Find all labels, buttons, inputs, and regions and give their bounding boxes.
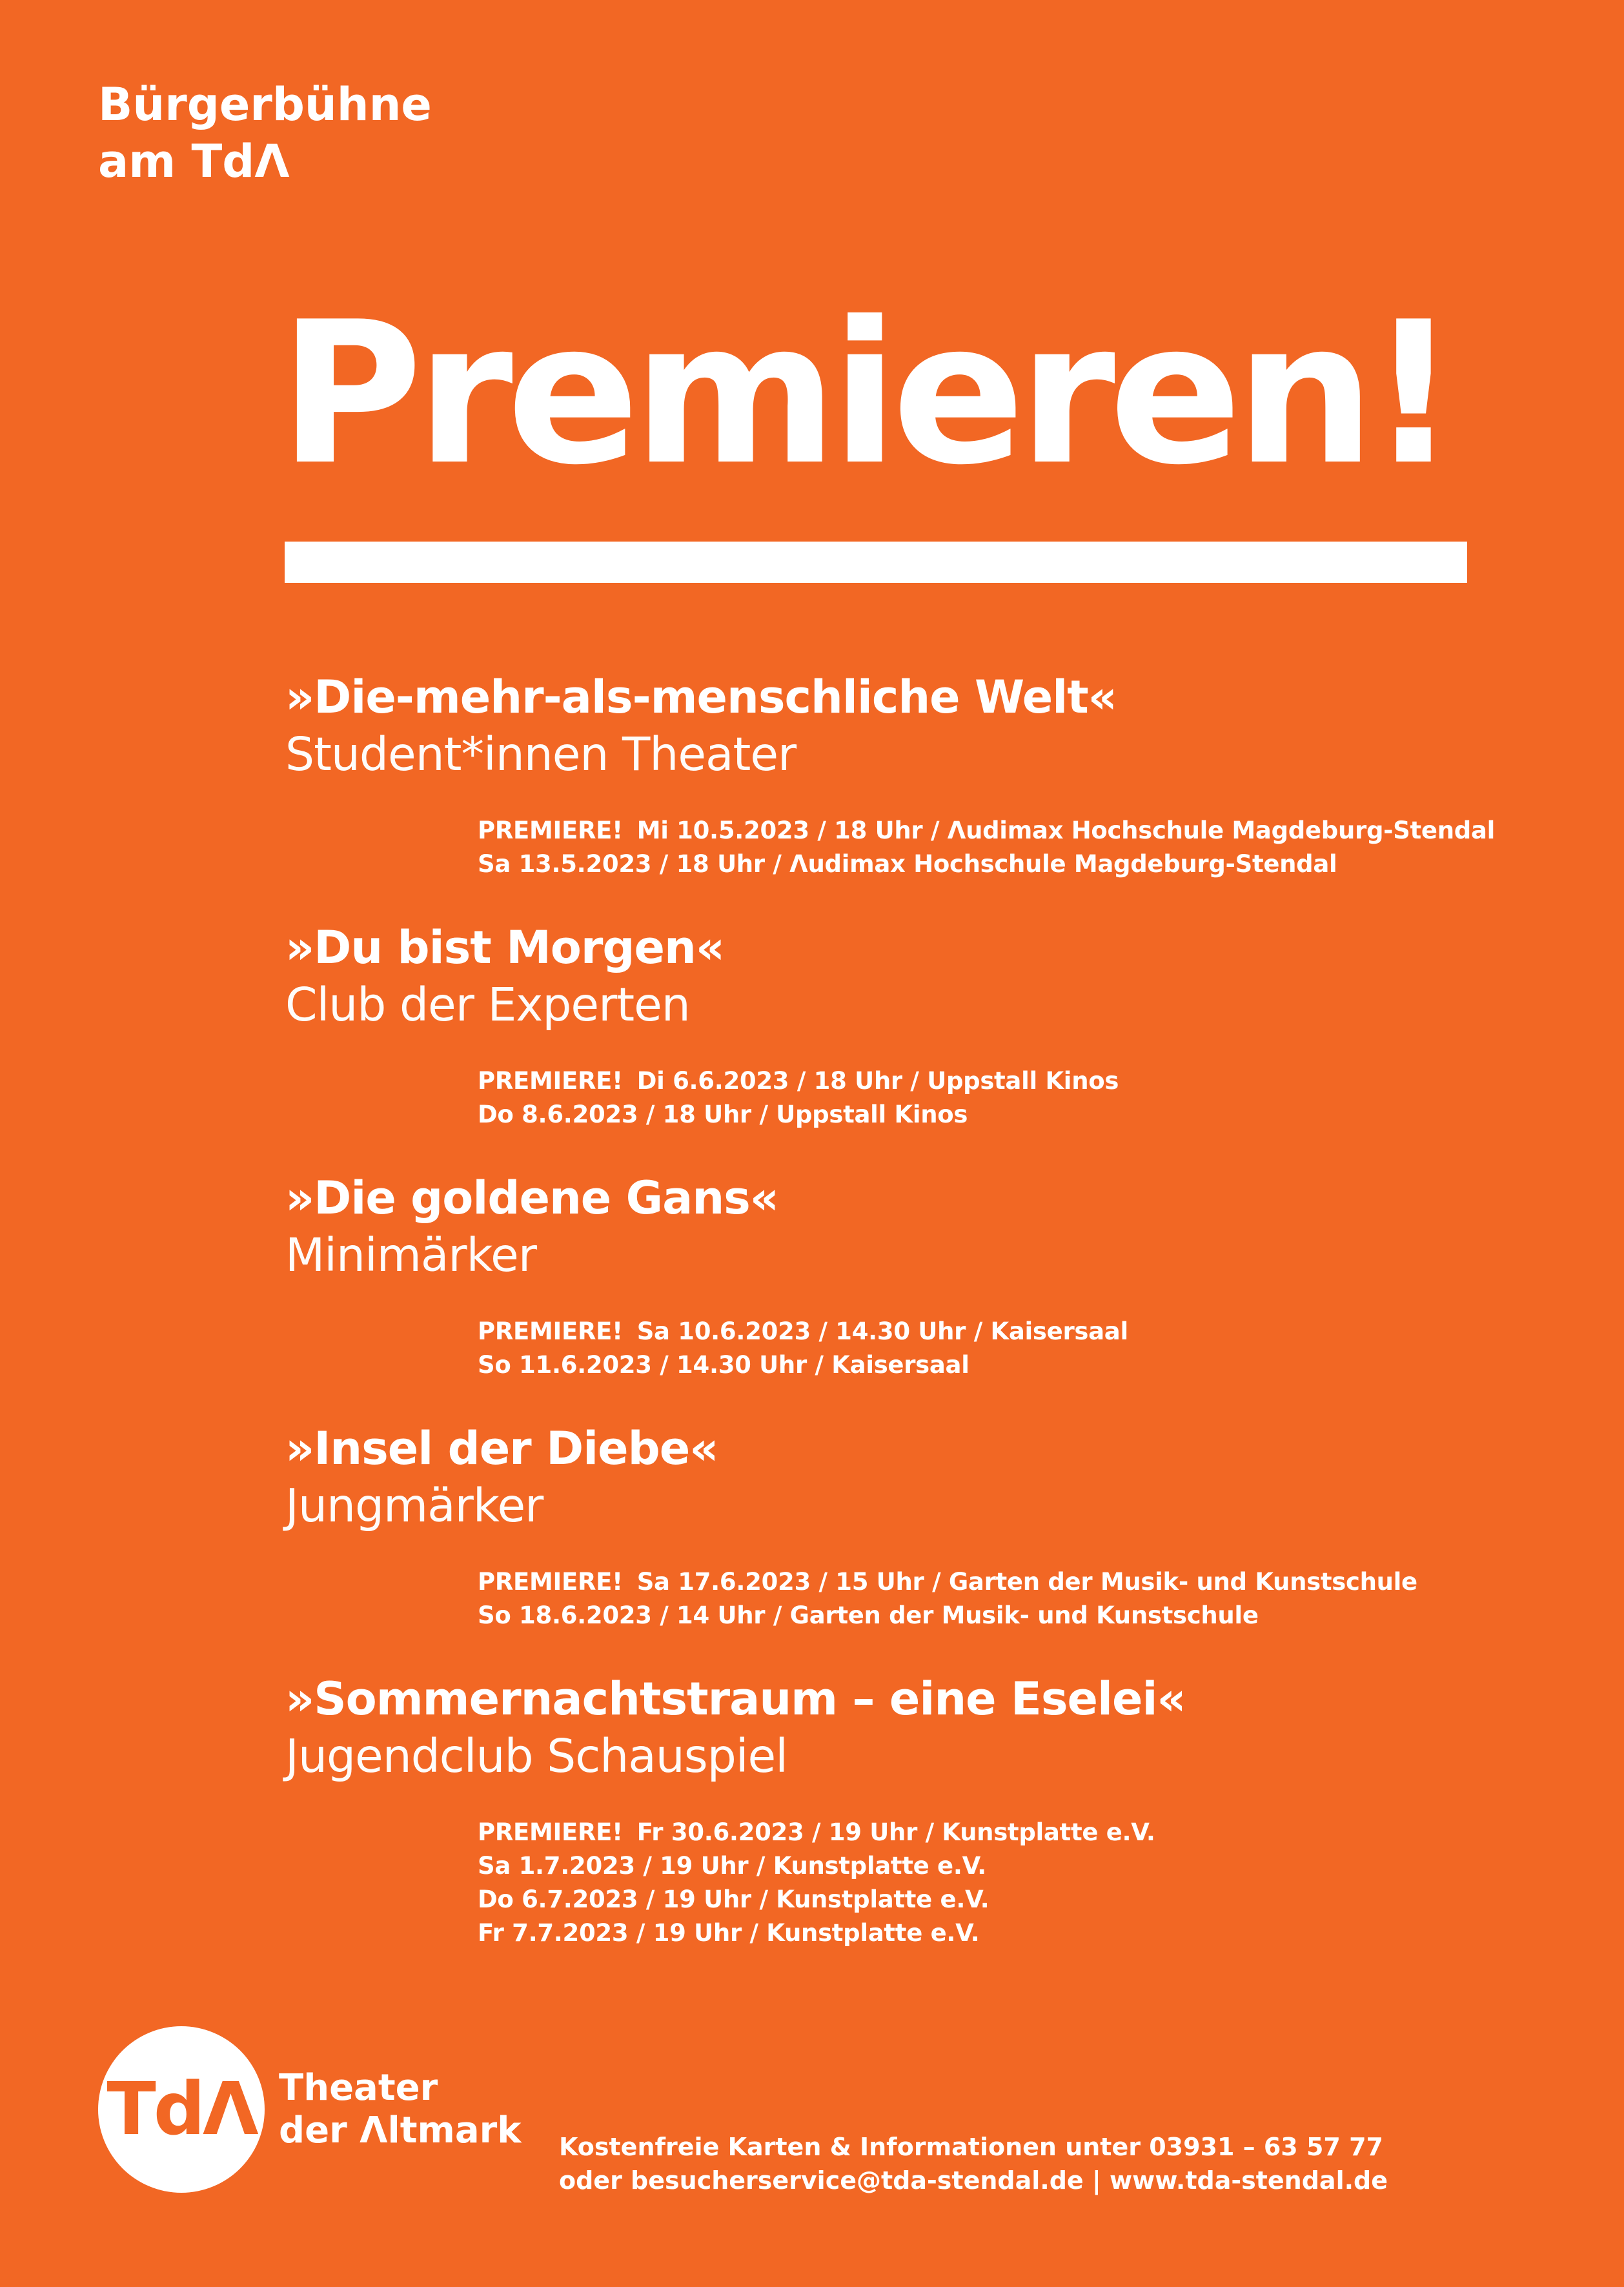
event-title: »Sommernachtstraum – eine Eselei« <box>285 1672 1186 1725</box>
event-title: »Insel der Diebe« <box>285 1422 718 1475</box>
brand-name <box>279 2067 521 2152</box>
premiere-date <box>478 814 1512 848</box>
brand-line-1: Theater <box>279 2067 438 2109</box>
premiere-date-text: Sa 17.6.2023 / 15 Uhr / Garten der Musik- und Kunstschule <box>636 1568 1417 1596</box>
premiere-date-text: Fr 30.6.2023 / 19 Uhr / Kunstplatte e.V. <box>636 1818 1155 1846</box>
premiere-date <box>478 1315 1512 1348</box>
contact-line-1: Kostenfreie Karten & Informationen unter 03931 – 63 57 77 <box>559 2133 1383 2161</box>
premiere-date-text: Mi 10.5.2023 / 18 Uhr / Λudimax Hochschule Magdeburg-Stendal <box>636 817 1495 844</box>
premiere-label: PREMIERE! <box>478 1067 623 1095</box>
brand-line-2: der Λltmark <box>279 2109 522 2151</box>
performance-date: Do 8.6.2023 / 18 Uhr / Uppstall Kinos <box>478 1101 968 1128</box>
event-dates <box>478 1565 1512 1632</box>
event-item <box>285 1670 1512 1947</box>
event-item <box>285 668 1512 919</box>
title-underline <box>285 542 1467 583</box>
event-dates <box>478 1816 1512 1950</box>
performance-date: Do 6.7.2023 / 19 Uhr / Kunstplatte e.V. <box>478 1886 990 1913</box>
performance-date: So 18.6.2023 / 14 Uhr / Garten der Musik- und Kunstschule <box>478 1601 1259 1629</box>
premiere-date <box>478 1565 1512 1599</box>
performance-date: Sa 1.7.2023 / 19 Uhr / Kunstplatte e.V. <box>478 1852 986 1880</box>
logo-text: TdΛ <box>107 2068 256 2151</box>
event-title: »Die goldene Gans« <box>285 1172 779 1225</box>
contact-info <box>559 2130 1388 2197</box>
header-line-2: am TdΛ <box>98 135 290 188</box>
contact-line-2: oder besucherservice@tda-stendal.de | www.tda-stendal.de <box>559 2166 1388 2195</box>
page-title: Premieren! <box>279 280 1452 508</box>
theater-logo <box>98 2026 265 2193</box>
event-dates <box>478 1315 1512 1382</box>
event-dates <box>478 1064 1512 1132</box>
event-group: Club der Experten <box>285 978 690 1032</box>
premiere-label: PREMIERE! <box>478 1568 623 1596</box>
premiere-date <box>478 1064 1512 1098</box>
event-group: Jungmärker <box>285 1479 543 1532</box>
event-list <box>285 668 1512 1947</box>
event-item <box>285 1169 1512 1419</box>
event-dates <box>478 814 1512 881</box>
event-item <box>285 919 1512 1169</box>
performance-date: Fr 7.7.2023 / 19 Uhr / Kunstplatte e.V. <box>478 1919 980 1947</box>
event-group: Minimärker <box>285 1228 537 1282</box>
event-item <box>285 1419 1512 1670</box>
premiere-date <box>478 1816 1512 1849</box>
premiere-label: PREMIERE! <box>478 817 623 844</box>
event-group: Jugendclub Schauspiel <box>285 1729 787 1783</box>
event-group: Student*innen Theater <box>285 727 797 781</box>
performance-date: So 11.6.2023 / 14.30 Uhr / Kaisersaal <box>478 1351 969 1379</box>
header-line-1: Bürgerbühne <box>98 78 432 131</box>
event-title: »Die-mehr-als-menschliche Welt« <box>285 671 1117 724</box>
premiere-label: PREMIERE! <box>478 1818 623 1846</box>
header <box>98 76 432 190</box>
premiere-date-text: Sa 10.6.2023 / 14.30 Uhr / Kaisersaal <box>636 1317 1128 1345</box>
premiere-label: PREMIERE! <box>478 1317 623 1345</box>
performance-date: Sa 13.5.2023 / 18 Uhr / Λudimax Hochschule Magdeburg-Stendal <box>478 850 1337 878</box>
event-title: »Du bist Morgen« <box>285 921 725 974</box>
premiere-date-text: Di 6.6.2023 / 18 Uhr / Uppstall Kinos <box>636 1067 1119 1095</box>
